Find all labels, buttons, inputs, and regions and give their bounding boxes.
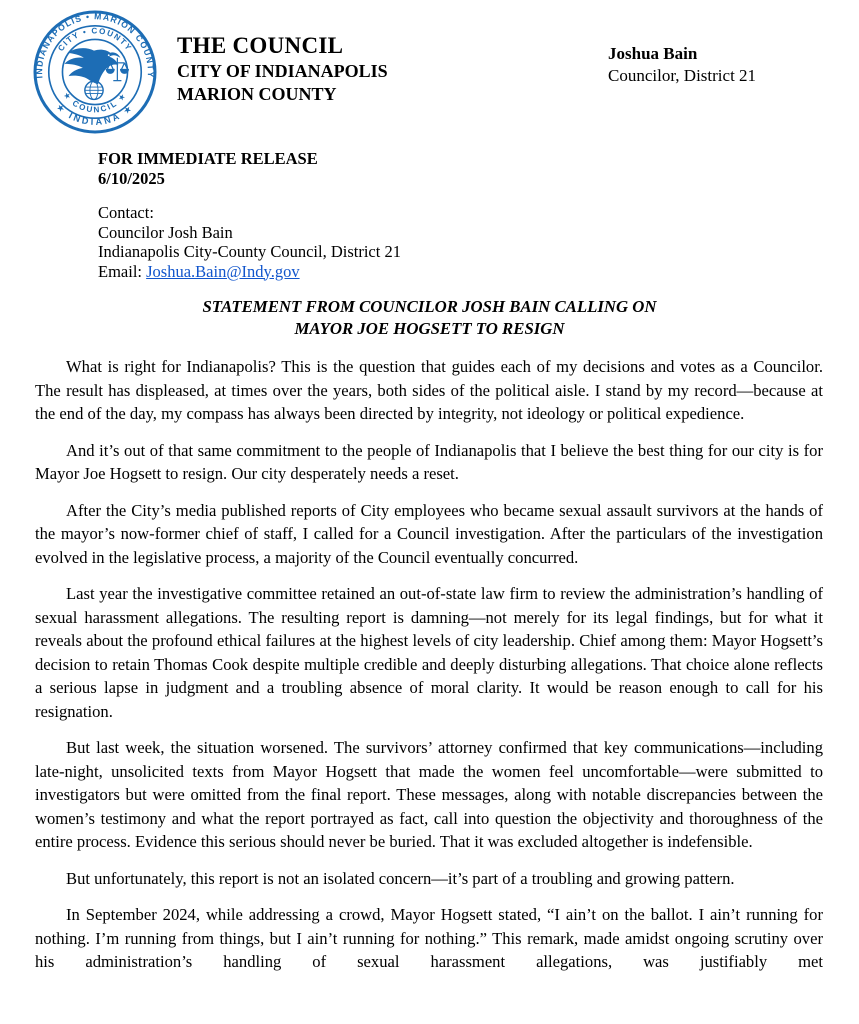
paragraph: Last year the investigative committee retained an out-of-state law firm to review the administration’s handling of sexual harassment allegations. The resulting report is damning—not merely for its legal findings, but for what it reveals about the profound ethical failures at the highest levels of city leadership. Chief among them: Mayor Hogsett’s decision to retain Thomas Cook despite multiple credible and deeply disturbing allegations. That choice alone reflects a serious lapse in judgment and a troubling absence of moral clarity. It would be reason enough to call for his resignation. <box>35 584 823 721</box>
release-date: 6/10/2025 <box>98 168 165 188</box>
paragraph: After the City’s media published reports of City employees who became sexual assault survivors at the hands of the mayor’s now-former chief of staff, I called for a Council investigation. After the particulars of the investigation evolved in the legislative process, a majority of the Council eventually concurred. <box>35 500 823 567</box>
paragraph: What is right for Indianapolis? This is the question that guides each of my decisions and votes as a Councilor. The result has displeased, at times over the years, both sides of the political aisle. I stand by my record—because at the end of the day, my compass has always been directed by integrity, not ideology or political expedience. <box>35 357 823 423</box>
contact-name: Councilor Josh Bain <box>98 222 233 242</box>
paragraph: In September 2024, while addressing a crowd, Mayor Hogsett stated, “I ain’t on the ballot. I ain’t running for nothing. I’m running from things, but I ain’t running for nothing.” This remark, made amidst ongoing scrutiny over his administration’s handling of sexual harassment allegations, was justifiably met <box>35 905 823 971</box>
official-name: Joshua Bain <box>608 44 698 63</box>
contact-org: Indianapolis City-County Council, District 21 <box>98 242 401 261</box>
release-block <box>98 149 318 188</box>
org-name: THE COUNCIL <box>177 33 344 58</box>
council-seal-icon <box>33 10 157 134</box>
seal-outer-bottom-text: ★ INDIANA ★ <box>54 101 136 128</box>
paragraph: But unfortunately, this report is not an isolated concern—it’s part of a troubling and growing pattern. <box>66 868 735 888</box>
seal-inner-bottom-text: ★ COUNCIL ★ <box>61 90 129 115</box>
contact-email-line <box>98 262 401 282</box>
statement-title-line1: STATEMENT FROM COUNCILOR JOSH BAIN CALLING ON <box>202 297 657 316</box>
statement-title-line2: MAYOR JOE HOGSETT TO RESIGN <box>294 319 565 338</box>
release-label: FOR IMMEDIATE RELEASE <box>98 149 318 168</box>
paragraph: But last week, the situation worsened. The survivors’ attorney confirmed that key communications—including late-night, unsolicited texts from Mayor Hogsett that made the women feel uncomfortable—were submitted to investigators but were omitted from the final report. These messages, along with notable discrepancies between the women’s testimony and what the report portrayed as fact, call into question the objectivity and thoroughness of the entire process. Evidence this serious should never be buried. That it was excluded altogether is indefensible. <box>35 738 823 851</box>
org-block <box>177 31 388 106</box>
official-title: Councilor, District 21 <box>608 66 757 85</box>
globe-icon <box>85 81 103 99</box>
contact-block <box>98 203 401 281</box>
official-block <box>608 43 756 87</box>
email-link[interactable]: Joshua.Bain@Indy.gov <box>146 261 300 281</box>
contact-heading: Contact: <box>98 203 154 222</box>
org-city-line: CITY OF INDIANAPOLIS <box>177 61 388 81</box>
email-label: Email: <box>98 261 147 281</box>
org-county-line: MARION COUNTY <box>177 84 337 104</box>
seal-outer-top-text: INDIANAPOLIS • MARION COUNTY <box>34 11 156 79</box>
seal-inner-top-text: CITY • COUNTY <box>56 26 134 53</box>
statement-body <box>35 355 823 987</box>
paragraph: And it’s out of that same commitment to the people of Indianapolis that I believe the best thing for our city is for Mayor Joe Hogsett to resign. Our city desperately needs a reset. <box>35 440 823 483</box>
statement-title <box>35 296 824 340</box>
